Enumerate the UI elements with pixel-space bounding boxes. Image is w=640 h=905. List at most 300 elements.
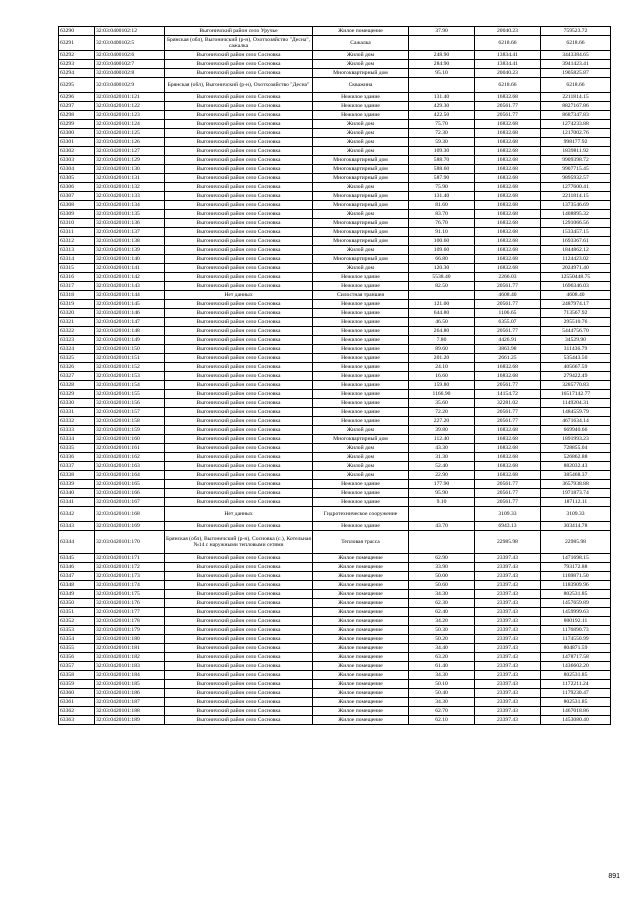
address-cell: Выгоничский район село Сосновка (165, 192, 313, 201)
cadastral-value-cell: 1839811.92 (541, 147, 611, 156)
address-cell: Выгоничский район село Сосновка (165, 282, 313, 291)
area-cell: 50.40 (409, 689, 475, 698)
area-cell: 131.40 (409, 192, 475, 201)
cadastral-value-cell: 1905825.87 (541, 69, 611, 78)
area-cell: 50.30 (409, 626, 475, 635)
area-cell: 34.40 (409, 644, 475, 653)
row-number-cell: 63320 (59, 309, 95, 318)
cadastral-number-cell: 32:03:0420101:141 (95, 264, 165, 273)
cadastral-number-cell: 32:03:0420101:159 (95, 426, 165, 435)
object-type-cell: Жилое помещение (313, 689, 409, 698)
table-row (59, 309, 611, 318)
area-cell: 121.00 (409, 300, 475, 309)
table-row (59, 444, 611, 453)
cadastral-number-cell: 32:03:0420101:147 (95, 318, 165, 327)
row-number-cell: 63297 (59, 102, 95, 111)
area-cell: 46.50 (409, 318, 475, 327)
table-body (59, 27, 611, 725)
address-cell: Выгоничский район село Сосновка (165, 462, 313, 471)
row-number-cell: 63358 (59, 671, 95, 680)
cadastral-value-cell: 1183909.96 (541, 581, 611, 590)
object-type-cell: Нежилое здание (313, 111, 409, 120)
cadastral-value-cell: 1277600.41 (541, 183, 611, 192)
cadastral-value-cell: 3657938.88 (541, 480, 611, 489)
cadastral-value-cell: 3941423.41 (541, 60, 611, 69)
cadastral-number-cell: 32:03:0420101:131 (95, 174, 165, 183)
area-cell: 52.40 (409, 462, 475, 471)
address-cell: Выгоничский район село Сосновка (165, 237, 313, 246)
row-number-cell: 63340 (59, 489, 95, 498)
object-type-cell: Скважина (313, 78, 409, 93)
address-cell: Выгоничский район село Уручье (165, 27, 313, 36)
row-number-cell: 63323 (59, 336, 95, 345)
unit-value-cell: 16832.68 (475, 264, 541, 273)
table-row (59, 671, 611, 680)
table-row (59, 111, 611, 120)
row-number-cell: 63356 (59, 653, 95, 662)
area-cell: 5538.40 (409, 273, 475, 282)
address-cell: Выгоничский район село Сосновка (165, 399, 313, 408)
object-type-cell: Жилой дом (313, 444, 409, 453)
area-cell: 63.20 (409, 653, 475, 662)
unit-value-cell: 16832.68 (475, 219, 541, 228)
address-cell: Выгоничский район село Сосновка (165, 120, 313, 129)
unit-value-cell: 16832.68 (475, 228, 541, 237)
area-cell: 43.30 (409, 444, 475, 453)
object-type-cell: Многоквартирный дом (313, 201, 409, 210)
unit-value-cell: 23397.43 (475, 698, 541, 707)
object-type-cell: Жилой дом (313, 60, 409, 69)
table-row (59, 372, 611, 381)
object-type-cell: Жилое помещение (313, 581, 409, 590)
row-number-cell: 63333 (59, 426, 95, 435)
cadastral-number-cell: 32:03:0400102:7 (95, 60, 165, 69)
cadastral-number-cell: 32:03:0420101:166 (95, 489, 165, 498)
cadastral-value-cell: 728855.04 (541, 444, 611, 453)
row-number-cell: 63291 (59, 36, 95, 51)
object-type-cell: Жилое помещение (313, 680, 409, 689)
cadastral-number-cell: 32:03:0420101:126 (95, 138, 165, 147)
table-row (59, 626, 611, 635)
area-cell: 95.10 (409, 69, 475, 78)
cadastral-number-cell: 32:03:0420101:144 (95, 291, 165, 300)
cadastral-number-cell: 32:03:0420101:140 (95, 255, 165, 264)
object-type-cell: Многоквартирный дом (313, 228, 409, 237)
area-cell (409, 507, 475, 522)
cadastral-number-cell: 32:03:0420101:176 (95, 599, 165, 608)
address-cell: Выгоничский район село Сосновка (165, 255, 313, 264)
table-row (59, 599, 611, 608)
area-cell: 177.90 (409, 480, 475, 489)
table-row (59, 381, 611, 390)
cadastral-value-cell: 535443.50 (541, 354, 611, 363)
unit-value-cell: 3863.98 (475, 345, 541, 354)
cadastral-number-cell: 32:03:0420101:155 (95, 390, 165, 399)
cadastral-number-cell: 32:03:0420101:137 (95, 228, 165, 237)
area-cell: 33.90 (409, 563, 475, 572)
table-row (59, 282, 611, 291)
unit-value-cell: 23397.43 (475, 689, 541, 698)
unit-value-cell: 23397.43 (475, 617, 541, 626)
address-cell: Выгоничский район село Сосновка (165, 318, 313, 327)
address-cell: Выгоничский район село Сосновка (165, 563, 313, 572)
area-cell: 76.70 (409, 219, 475, 228)
cadastral-value-cell: 793172.88 (541, 563, 611, 572)
table-row (59, 489, 611, 498)
cadastral-value-cell: 1467018.86 (541, 707, 611, 716)
object-type-cell: Многоквартирный дом (313, 165, 409, 174)
table-row (59, 608, 611, 617)
object-type-cell: Тепловая трасса (313, 531, 409, 554)
object-type-cell: Нежилое здание (313, 336, 409, 345)
address-cell: Выгоничский район село Сосновка (165, 608, 313, 617)
address-cell: Выгоничский район село Сосновка (165, 345, 313, 354)
cadastral-number-cell: 32:03:0420101:175 (95, 590, 165, 599)
row-number-cell: 63313 (59, 246, 95, 255)
unit-value-cell: 4426.91 (475, 336, 541, 345)
table-row (59, 138, 611, 147)
address-cell: Выгоничский район село Сосновка (165, 273, 313, 282)
unit-value-cell: 23397.43 (475, 554, 541, 563)
unit-value-cell: 23397.43 (475, 680, 541, 689)
area-cell: 62.70 (409, 707, 475, 716)
table-row (59, 653, 611, 662)
area-cell: 61.40 (409, 662, 475, 671)
row-number-cell: 63315 (59, 264, 95, 273)
address-cell: Выгоничский район село Сосновка (165, 671, 313, 680)
object-type-cell: Жилой дом (313, 120, 409, 129)
cadastral-number-cell: 32:03:0420101:183 (95, 662, 165, 671)
area-cell: 109.30 (409, 147, 475, 156)
cadastral-value-cell: 1174550.99 (541, 635, 611, 644)
address-cell: Выгоничский район село Сосновка (165, 653, 313, 662)
cadastral-number-cell: 32:03:0420101:162 (95, 453, 165, 462)
area-cell: 62.10 (409, 716, 475, 725)
object-type-cell: Многоквартирный дом (313, 255, 409, 264)
cadastral-number-cell: 32:03:0420101:186 (95, 689, 165, 698)
table-row (59, 507, 611, 522)
unit-value-cell: 14154.72 (475, 390, 541, 399)
cadastral-value-cell: 1478717.58 (541, 653, 611, 662)
area-cell: 62.30 (409, 599, 475, 608)
row-number-cell: 63344 (59, 531, 95, 554)
row-number-cell: 63292 (59, 51, 95, 60)
address-cell: Выгоничский район село Сосновка (165, 69, 313, 78)
cadastral-value-cell: 9907715.45 (541, 165, 611, 174)
cadastral-number-cell: 32:03:0420101:163 (95, 462, 165, 471)
cadastral-number-cell: 32:03:0420101:184 (95, 671, 165, 680)
object-type-cell: Нежилое здание (313, 93, 409, 102)
object-type-cell: Нежилое здание (313, 390, 409, 399)
address-cell: Выгоничский район село Сосновка (165, 246, 313, 255)
cadastral-number-cell: 32:03:0420101:174 (95, 581, 165, 590)
object-type-cell: Нежилое здание (313, 345, 409, 354)
table-row (59, 531, 611, 554)
table-row (59, 680, 611, 689)
cadastral-value-cell: 5444756.70 (541, 327, 611, 336)
address-cell: Нет данных (165, 507, 313, 522)
object-type-cell: Многоквартирный дом (313, 156, 409, 165)
unit-value-cell: 23397.43 (475, 563, 541, 572)
address-cell: Выгоничский район село Сосновка (165, 644, 313, 653)
cadastral-value-cell: 1149204.31 (541, 399, 611, 408)
object-type-cell: Жилое помещение (313, 626, 409, 635)
cadastral-value-cell: 802531.85 (541, 590, 611, 599)
object-type-cell: Нежилое здание (313, 273, 409, 282)
row-number-cell: 63330 (59, 399, 95, 408)
row-number-cell: 63335 (59, 444, 95, 453)
area-cell: 50.60 (409, 581, 475, 590)
table-row (59, 480, 611, 489)
area-cell: 37.90 (409, 27, 475, 36)
area-cell: 159.80 (409, 381, 475, 390)
table-row (59, 336, 611, 345)
object-type-cell: Нежилое здание (313, 318, 409, 327)
address-cell: Выгоничский район село Сосновка (165, 201, 313, 210)
cadastral-number-cell: 32:03:0420101:181 (95, 644, 165, 653)
cadastral-value-cell: 1891993.23 (541, 435, 611, 444)
area-cell: 39.80 (409, 426, 475, 435)
address-cell: Брянская (обл), Выгоничский (р-н), Сосновка (с.), Котельная №14 с наружными тепловыми сетями (165, 531, 313, 554)
row-number-cell: 63303 (59, 156, 95, 165)
table-row (59, 156, 611, 165)
cadastral-value-cell: 1436602.20 (541, 662, 611, 671)
cadastral-value-cell: 669940.66 (541, 426, 611, 435)
unit-value-cell: 23397.43 (475, 707, 541, 716)
object-type-cell: Нежилое здание (313, 282, 409, 291)
unit-value-cell: 16832.68 (475, 471, 541, 480)
address-cell: Выгоничский район село Сосновка (165, 60, 313, 69)
cadastral-number-cell: 32:03:0420101:122 (95, 102, 165, 111)
unit-value-cell: 16832.68 (475, 237, 541, 246)
row-number-cell: 63321 (59, 318, 95, 327)
address-cell: Выгоничский район село Сосновка (165, 417, 313, 426)
cadastral-number-cell: 32:03:0420101:177 (95, 608, 165, 617)
address-cell: Выгоничский район село Сосновка (165, 522, 313, 531)
cadastral-number-cell: 32:03:0420101:160 (95, 435, 165, 444)
cadastral-number-cell: 32:03:0420101:151 (95, 354, 165, 363)
unit-value-cell: 16832.68 (475, 363, 541, 372)
object-type-cell: Нежилое здание (313, 399, 409, 408)
cadastral-number-cell: 32:03:0420101:179 (95, 626, 165, 635)
address-cell: Выгоничский район село Сосновка (165, 498, 313, 507)
object-type-cell: Жилое помещение (313, 671, 409, 680)
table-row (59, 69, 611, 78)
area-cell: 588.70 (409, 156, 475, 165)
cadastral-value-cell: 802531.85 (541, 698, 611, 707)
table-row (59, 255, 611, 264)
cadastral-value-cell: 16517142.77 (541, 390, 611, 399)
cadastral-number-cell: 32:03:0420101:129 (95, 156, 165, 165)
cadastral-number-cell: 32:03:0420101:170 (95, 531, 165, 554)
row-number-cell: 63357 (59, 662, 95, 671)
cadastral-value-cell: 2487974.17 (541, 300, 611, 309)
unit-value-cell: 20561.77 (475, 111, 541, 120)
unit-value-cell: 3109.33 (475, 507, 541, 522)
area-cell: 95.90 (409, 489, 475, 498)
object-type-cell: Нежилое здание (313, 480, 409, 489)
area-cell: 1166.90 (409, 390, 475, 399)
row-number-cell: 63314 (59, 255, 95, 264)
area-cell: 72.30 (409, 129, 475, 138)
row-number-cell: 63328 (59, 381, 95, 390)
object-type-cell: Жилой дом (313, 138, 409, 147)
row-number-cell: 63309 (59, 210, 95, 219)
cadastral-number-cell: 32:03:0420101:150 (95, 345, 165, 354)
cadastral-value-cell: 800192.11 (541, 617, 611, 626)
address-cell: Выгоничский район село Сосновка (165, 372, 313, 381)
table-row (59, 363, 611, 372)
object-type-cell: Жилое помещение (313, 662, 409, 671)
table-row (59, 707, 611, 716)
row-number-cell: 63360 (59, 689, 95, 698)
area-cell: 59.30 (409, 138, 475, 147)
object-type-cell: Многоквартирный дом (313, 219, 409, 228)
table-row (59, 590, 611, 599)
cadastral-value-cell: 8827167.86 (541, 102, 611, 111)
table-row (59, 563, 611, 572)
object-type-cell: Жилое помещение (313, 698, 409, 707)
object-type-cell: Нежилое здание (313, 522, 409, 531)
object-type-cell: Жилое помещение (313, 707, 409, 716)
cadastral-number-cell: 32:03:0420101:127 (95, 147, 165, 156)
row-number-cell: 63363 (59, 716, 95, 725)
address-cell: Выгоничский район село Сосновка (165, 138, 313, 147)
cadastral-value-cell: 1471698.15 (541, 554, 611, 563)
unit-value-cell: 20040.23 (475, 69, 541, 78)
cadastral-value-cell: 1696346.03 (541, 282, 611, 291)
cadastral-number-cell: 32:03:0420101:146 (95, 309, 165, 318)
row-number-cell: 63317 (59, 282, 95, 291)
unit-value-cell: 2266.03 (475, 273, 541, 282)
object-type-cell: Жилой дом (313, 246, 409, 255)
row-number-cell: 63304 (59, 165, 95, 174)
row-number-cell: 63322 (59, 327, 95, 336)
row-number-cell: 63345 (59, 554, 95, 563)
area-cell: 429.30 (409, 102, 475, 111)
row-number-cell: 63308 (59, 201, 95, 210)
table-row (59, 390, 611, 399)
address-cell: Выгоничский район село Сосновка (165, 689, 313, 698)
unit-value-cell: 23397.43 (475, 662, 541, 671)
unit-value-cell: 16832.68 (475, 156, 541, 165)
table-row (59, 273, 611, 282)
unit-value-cell: 23397.43 (475, 644, 541, 653)
row-number-cell: 63311 (59, 228, 95, 237)
cadastral-number-cell: 32:03:0420101:136 (95, 219, 165, 228)
cadastral-value-cell: 998177.92 (541, 138, 611, 147)
address-cell: Выгоничский район село Сосновка (165, 300, 313, 309)
area-cell: 62.90 (409, 554, 475, 563)
row-number-cell: 63305 (59, 174, 95, 183)
table-row (59, 78, 611, 93)
table-row (59, 345, 611, 354)
object-type-cell: Жилой дом (313, 264, 409, 273)
object-type-cell: Жилое помещение (313, 635, 409, 644)
table-row (59, 51, 611, 60)
object-type-cell: Жилой дом (313, 426, 409, 435)
unit-value-cell: 6218.66 (475, 36, 541, 51)
address-cell: Выгоничский район село Сосновка (165, 336, 313, 345)
object-type-cell: Жилой дом (313, 147, 409, 156)
row-number-cell: 63338 (59, 471, 95, 480)
object-type-cell: Жилое помещение (313, 563, 409, 572)
cadastral-value-cell: 22985.98 (541, 531, 611, 554)
table-row (59, 644, 611, 653)
unit-value-cell: 20561.77 (475, 327, 541, 336)
cadastral-value-cell: 34529.90 (541, 336, 611, 345)
cadastral-value-cell: 1453080.40 (541, 716, 611, 725)
table-row (59, 581, 611, 590)
area-cell: 34.30 (409, 671, 475, 680)
table-row (59, 662, 611, 671)
cadastral-value-cell: 4671634.14 (541, 417, 611, 426)
cadastral-value-cell: 295510.76 (541, 318, 611, 327)
area-cell: 120.30 (409, 264, 475, 273)
cadastral-number-cell: 32:03:0420101:182 (95, 653, 165, 662)
cadastral-number-cell: 32:03:0420101:169 (95, 522, 165, 531)
unit-value-cell: 23397.43 (475, 608, 541, 617)
table-row (59, 318, 611, 327)
unit-value-cell: 16832.68 (475, 147, 541, 156)
table-row (59, 93, 611, 102)
cadastral-number-cell: 32:03:0420101:168 (95, 507, 165, 522)
cadastral-number-cell: 32:03:0420101:123 (95, 111, 165, 120)
cadastral-number-cell: 32:03:0420101:124 (95, 120, 165, 129)
row-number-cell: 63361 (59, 698, 95, 707)
address-cell: Выгоничский район село Сосновка (165, 635, 313, 644)
area-cell: 587.90 (409, 174, 475, 183)
cadastral-value-cell: 1124423.02 (541, 255, 611, 264)
object-type-cell: Жилой дом (313, 51, 409, 60)
cadastral-value-cell: 2024971.40 (541, 264, 611, 273)
object-type-cell: Жилое помещение (313, 554, 409, 563)
cadastral-value-cell: 3109.33 (541, 507, 611, 522)
unit-value-cell: 20561.77 (475, 408, 541, 417)
object-type-cell: Жилое помещение (313, 608, 409, 617)
unit-value-cell: 13834.41 (475, 51, 541, 60)
cadastral-value-cell: 1274233.88 (541, 120, 611, 129)
object-type-cell: Многоквартирный дом (313, 174, 409, 183)
row-number-cell: 63307 (59, 192, 95, 201)
table-row (59, 471, 611, 480)
row-number-cell: 63352 (59, 617, 95, 626)
address-cell: Выгоничский район село Сосновка (165, 680, 313, 689)
area-cell: 66.80 (409, 255, 475, 264)
cadastral-number-cell: 32:03:0420101:130 (95, 165, 165, 174)
unit-value-cell: 16832.68 (475, 246, 541, 255)
unit-value-cell: 16832.68 (475, 453, 541, 462)
row-number-cell: 63293 (59, 60, 95, 69)
row-number-cell: 63336 (59, 453, 95, 462)
unit-value-cell: 16832.68 (475, 435, 541, 444)
object-type-cell: Жилой дом (313, 471, 409, 480)
unit-value-cell: 20561.77 (475, 300, 541, 309)
table-row (59, 36, 611, 51)
cadastral-value-cell: 1693367.61 (541, 237, 611, 246)
area-cell: 82.50 (409, 282, 475, 291)
row-number-cell: 63337 (59, 462, 95, 471)
table-row (59, 417, 611, 426)
address-cell: Выгоничский район село Сосновка (165, 599, 313, 608)
cadastral-value-cell: 9895932.57 (541, 174, 611, 183)
area-cell: 284.90 (409, 60, 475, 69)
table-row (59, 264, 611, 273)
area-cell: 131.40 (409, 93, 475, 102)
area-cell: 9.10 (409, 498, 475, 507)
cadastral-value-cell: 1457659.89 (541, 599, 611, 608)
row-number-cell: 63294 (59, 69, 95, 78)
